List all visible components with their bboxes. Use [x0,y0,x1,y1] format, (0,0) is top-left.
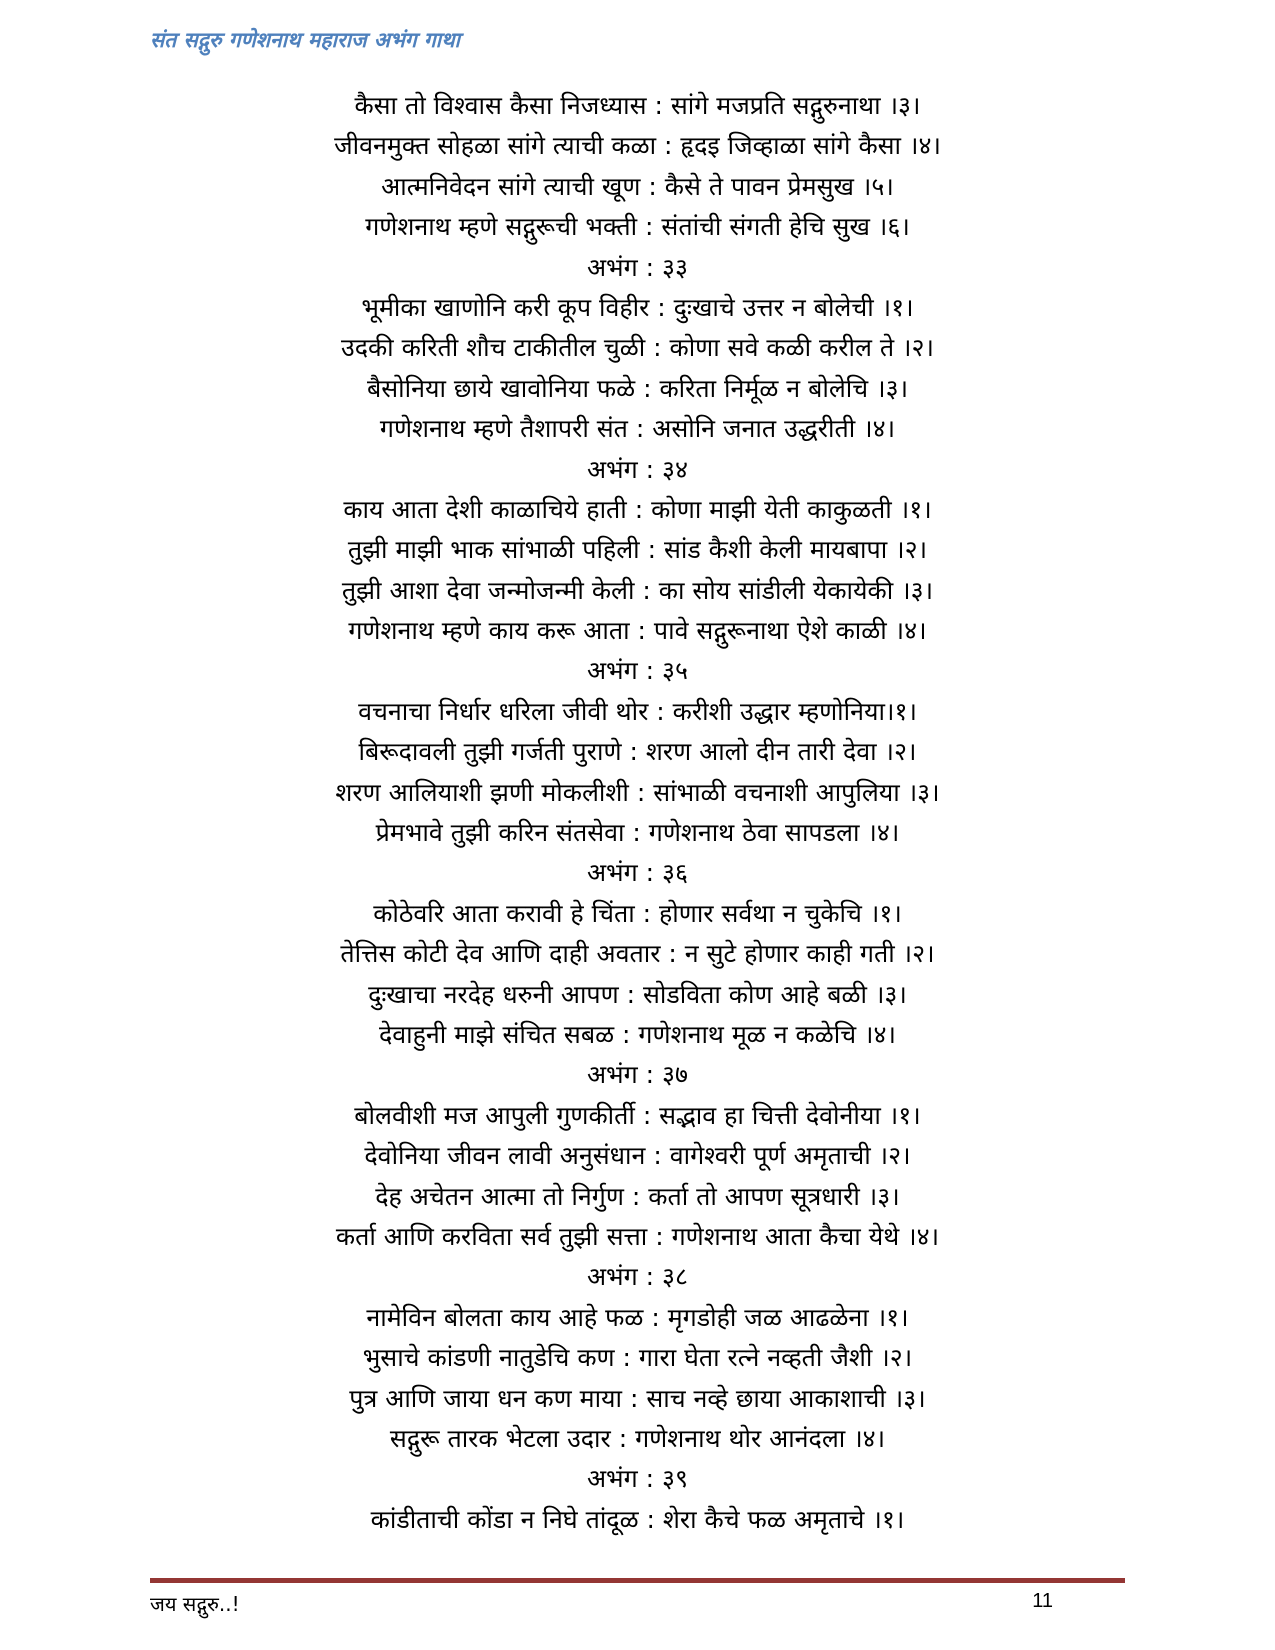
verse-line: तेत्तिस कोटी देव आणि दाही अवतार : न सुटे होणार काही गती ।२। [340,939,935,969]
abhang-heading: अभंग : ३५ [586,656,689,686]
abhang-heading: अभंग : ३९ [586,1464,689,1494]
verse-line: बिरूदावली तुझी गर्जती पुराणे : शरण आलो दीन तारी देवा ।२। [358,737,917,767]
verse-line: कैसा तो विश्वास कैसा निजध्यास : सांगे मजप्रति सद्गुरुनाथा ।३। [354,91,921,120]
verse-line: सद्गुरू तारक भेटला उदार : गणेशनाथ थोर आनंदला ।४। [389,1423,886,1453]
verse-line: भुसाचे कांडणी नातुडेचि कण : गारा घेता रत्ने नव्हती जैशी ।२। [362,1343,913,1373]
verse-line: भूमीका खाणोनि करी कूप विहीर : दुःखाचे उत्तर न बोलेची ।१। [361,292,914,322]
footer-rule [150,1578,1125,1583]
abhang-heading: अभंग : ३३ [586,252,689,282]
verse-line: गणेशनाथ म्हणे तैशापरी संत : असोनि जनात उद्धरीती ।४। [379,414,896,444]
verse-line: कांडीताची कोंडा न निघे तांदूळ : शेरा कैचे फळ अमृताचे ।१। [370,1504,905,1534]
verse-line: काय आता देशी काळाचिये हाती : कोणा माझी येती काकुळती ।१। [343,494,932,524]
verse-line: तुझी माझी भाक सांभाळी पहिली : सांड कैशी केली मायबापा ।२। [347,535,928,565]
verse-line: देवोनिया जीवन लावी अनुसंधान : वागेश्वरी पूर्ण अमृताची ।२। [364,1141,911,1171]
verse-line: गणेशनाथ म्हणे सद्गुरूची भक्ती : संतांची संगती हेचि सुख ।६। [365,212,910,242]
verse-line: आत्मनिवेदन सांगे त्याची खूण : कैसे ते पावन प्रेमसुख ।५। [381,171,894,201]
verse-line: गणेशनाथ म्हणे काय करू आता : पावे सद्गुरूनाथा ऐशे काळी ।४। [348,616,927,646]
verse-line: प्रेमभावे तुझी करिन संतसेवा : गणेशनाथ ठेवा सापडला ।४। [375,818,900,848]
verse-line: कोठेवरि आता करावी हे चिंता : होणार सर्वथा न चुकेचि ।१। [373,898,902,928]
verse-line: उदकी करिती शौच टाकीतील चुळी : कोणा सवे कळी करील ते ।२। [341,333,934,363]
abhang-heading: अभंग : ३६ [586,858,689,888]
abhang-heading: अभंग : ३७ [586,1060,689,1090]
verse-line: दुःखाचा नरदेह धरुनी आपण : सोडविता कोण आहे बळी ।३। [368,979,907,1009]
verse-line: पुत्र आणि जाया धन कण माया : साच नव्हे छाया आकाशाची ।३। [349,1383,926,1413]
verse-line: कर्ता आणि करविता सर्व तुझी सत्ता : गणेशनाथ आता कैचा येथे ।४। [335,1221,940,1251]
running-header: संत सद्गुरु गणेशनाथ महाराज अभंग गाथा [150,28,460,52]
verse-line: नामेविन बोलता काय आहे फळ : मृगडोही जळ आढळेना ।१। [366,1302,909,1332]
verse-line: जीवनमुक्त सोहळा सांगे त्याची कळा : हृदइ जिव्हाळा सांगे कैसा ।४। [334,131,941,161]
verse-line: तुझी आशा देवा जन्मोजन्मी केली : का सोय सांडीली येकायेकी ।३। [341,575,934,605]
page-number: 11 [1032,1590,1053,1612]
verse-line: शरण आलियाशी झणी मोकलीशी : सांभाळी वचनाशी आपुलिया ।३। [335,777,940,807]
abhang-heading: अभंग : ३४ [586,454,689,484]
abhang-text-body [150,86,1125,1540]
verse-line: बैसोनिया छाये खावोनिया फळे : करिता निर्मूळ न बोलेचि ।३। [366,373,909,403]
verse-line: वचनाचा निर्धार धरिला जीवी थोर : करीशी उद्धार म्हणोनिया।१। [358,696,917,726]
verse-line: देवाहुनी माझे संचित सबळ : गणेशनाथ मूळ न कळेचि ।४। [378,1019,897,1049]
verse-line: देह अचेतन आत्मा तो निर्गुण : कर्ता तो आपण सूत्रधारी ।३। [375,1181,900,1211]
abhang-heading: अभंग : ३८ [586,1262,689,1292]
footer-salutation: जय सद्गुरु..! [150,1592,240,1616]
verse-line: बोलवीशी मज आपुली गुणकीर्ती : सद्भाव हा चित्ती देवोनीया ।१। [354,1100,921,1130]
